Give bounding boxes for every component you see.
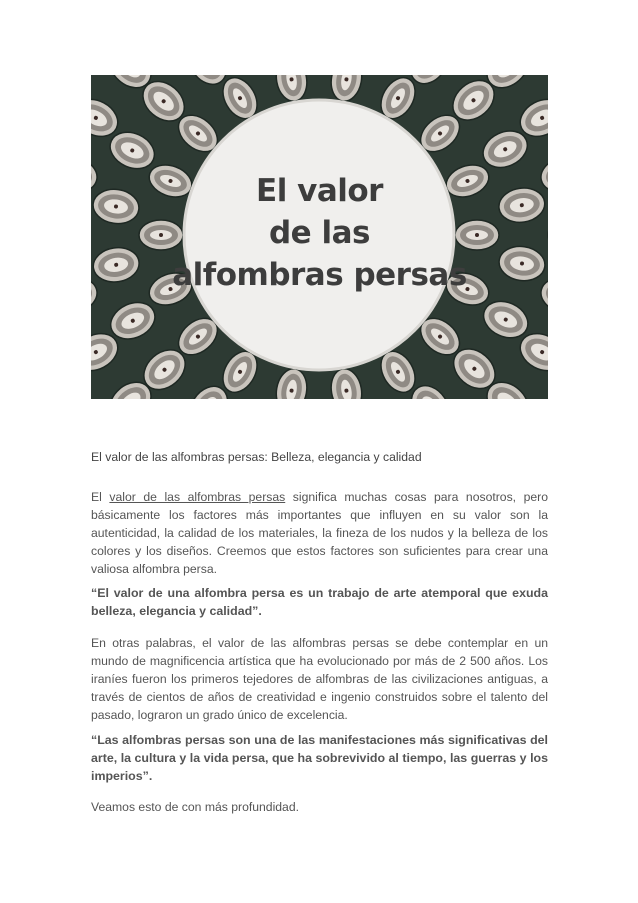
paragraph-1-intro: El xyxy=(91,490,110,504)
quote-2: “Las alfombras persas son una de las manifestaciones más significativas del arte, la cultura y la vida persa, que ha sobrevivido al tiempo, las guerras y los imperios”. xyxy=(91,733,548,783)
hero-title-line-2: de las xyxy=(268,215,370,251)
hero-title-line-3: alfombras persas xyxy=(172,257,467,293)
hero-title xyxy=(91,170,548,296)
paragraph-1 xyxy=(91,488,548,578)
section-heading: El valor de las alfombras persas: Belleza, elegancia y calidad xyxy=(91,450,422,464)
paragraph-3: Veamos esto de con más profundidad. xyxy=(91,800,299,814)
paragraph-1-body: significa muchas cosas para nosotros, pero básicamente los factores más importantes que influyen en su valor son la autenticidad, la calidad de los materiales, la fineza de los nudos y la belleza de los colores y los diseños. Creemos que estos factores son suficientes para crear una valiosa alfombra persa. xyxy=(91,490,548,576)
paragraph-2: En otras palabras, el valor de las alfombras persas se debe contemplar en un mundo de magnificencia artística que ha evolucionado por más de 2 500 años. Los iraníes fueron los primeros tejedores de alfombras de las civilizaciones antiguas, a través de cientos de años de creatividad e ingenio construidos sobre el talento del pasado, lograron un grado único de excelencia. xyxy=(91,636,548,722)
valor-alfombras-link[interactable]: valor de las alfombras persas xyxy=(109,490,286,504)
quote-1: “El valor de una alfombra persa es un trabajo de arte atemporal que exuda belleza, elegancia y calidad”. xyxy=(91,586,548,618)
hero-title-line-1: El valor xyxy=(256,173,383,209)
hero-image xyxy=(91,75,548,399)
